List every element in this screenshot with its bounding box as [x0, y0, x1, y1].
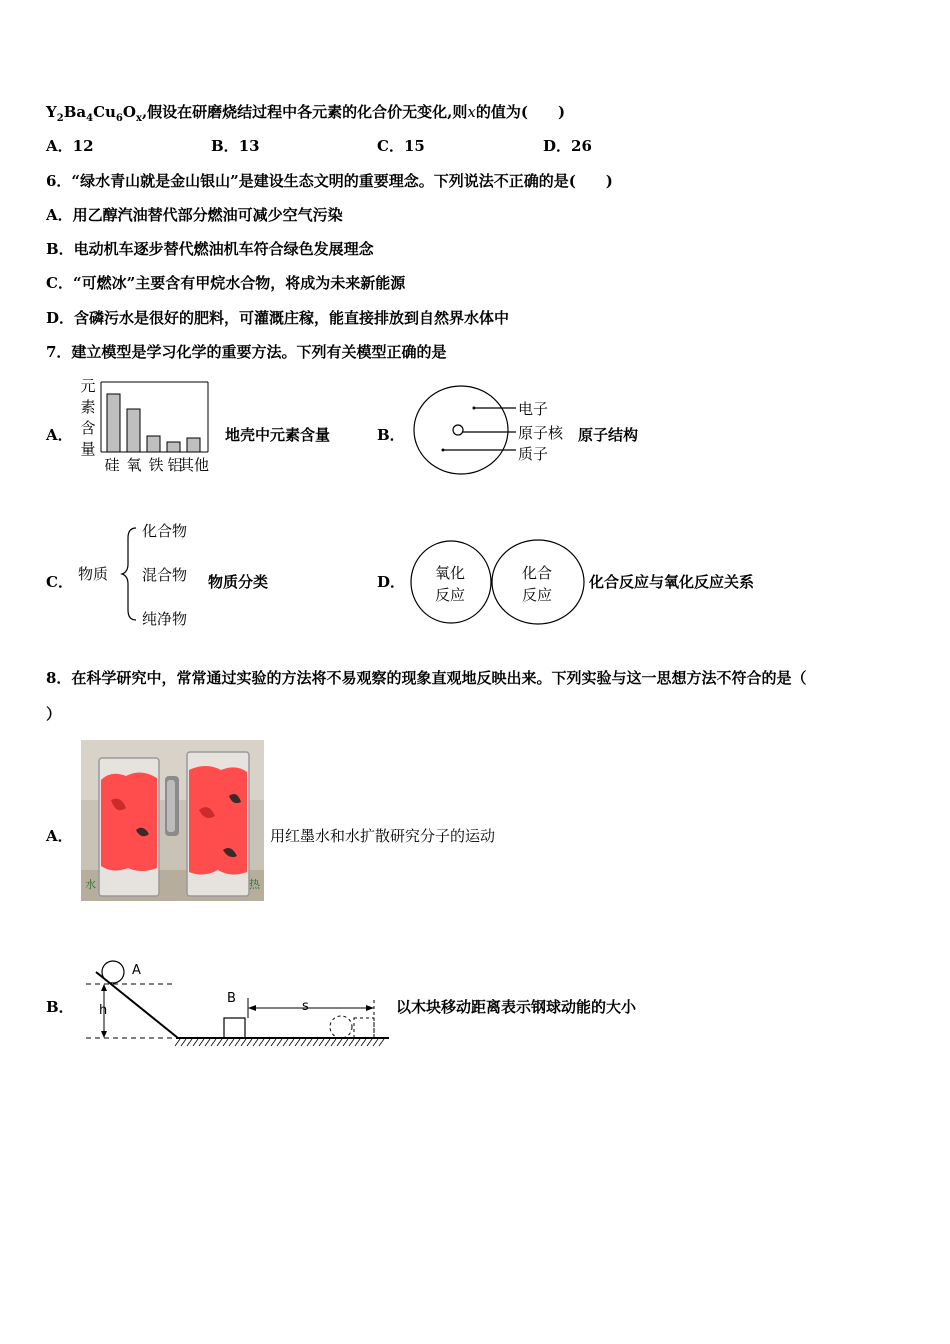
brace [122, 528, 136, 620]
q8-option-a-letter[interactable]: A． [46, 827, 73, 845]
q7-option-c-caption: 物质分类 [208, 573, 269, 591]
q7-option-d-caption: 化合反应与氧化反应关系 [589, 573, 755, 591]
ink-diffusion-photo [81, 740, 264, 901]
q7-option-c-letter[interactable]: C． [46, 573, 73, 591]
tick-label-2: 铁 [148, 456, 164, 474]
child-pure: 纯净物 [142, 610, 188, 628]
tick-label-4: 其他 [178, 456, 210, 474]
label-electron: 电子 [518, 400, 549, 418]
child-mixture: 混合物 [142, 566, 188, 584]
q5-option-a[interactable]: A．12 [46, 137, 94, 155]
tick-label-0: 硅 [104, 456, 120, 474]
bar-1 [127, 409, 140, 452]
q7-classification-diagram [74, 516, 210, 634]
bar-3 [167, 442, 180, 452]
photo-label-right: 热 [249, 878, 260, 891]
venn-left-label-bottom: 反应 [435, 586, 466, 604]
venn-left-label-top: 氧化 [435, 564, 466, 582]
child-compound: 化合物 [142, 522, 188, 540]
q8-option-a-caption: 用红墨水和水扩散研究分子的运动 [270, 827, 496, 845]
ball-ramp-diagram [84, 956, 394, 1054]
block-moved [354, 1018, 374, 1038]
label-b: B [227, 991, 236, 1006]
q5-option-c[interactable]: C．15 [377, 137, 425, 155]
bar-2 [147, 436, 160, 452]
label-a: A [132, 963, 141, 978]
q5-option-d[interactable]: D．26 [543, 137, 592, 155]
q5-option-b[interactable]: B．13 [211, 137, 260, 155]
q7-venn-diagram [408, 536, 588, 628]
label-proton: 质子 [518, 445, 549, 463]
q7-option-a-letter[interactable]: A． [46, 426, 73, 444]
ground-hatching [175, 1039, 384, 1046]
bar-4 [187, 438, 200, 452]
tick-label-3: 铝 [167, 456, 183, 474]
bar-0 [107, 394, 120, 452]
atom-nucleus [453, 425, 463, 435]
q6-option-c[interactable]: C．“可燃冰”主要含有甲烷水合物，将成为未来新能源 [46, 274, 406, 292]
q8-stem-line1: 8．在科学研究中，常常通过实验的方法将不易观察的现象直观地反映出来。下列实验与这一思想方法不符合的是（ [46, 669, 807, 687]
label-s: s [302, 999, 309, 1014]
chart-ylabel-char: 量 [80, 440, 96, 458]
q8-option-b-letter[interactable]: B． [46, 998, 74, 1016]
q8-stem-line2: ） [46, 705, 62, 723]
q7-option-d-letter[interactable]: D． [377, 573, 406, 591]
classification-root: 物质 [78, 565, 109, 583]
q7-option-a-caption: 地壳中元素含量 [225, 426, 331, 444]
q7-stem: 7．建立模型是学习化学的重要方法。下列有关模型正确的是 [46, 343, 447, 361]
venn-right-label-bottom: 反应 [522, 586, 553, 604]
q6-stem: 6．“绿水青山就是金山银山”是建设生态文明的重要理念。下列说法不正确的是( ) [46, 172, 613, 190]
q6-option-a[interactable]: A．用乙醇汽油替代部分燃油可减少空气污染 [46, 206, 343, 224]
q5-stem: $Y_2Ba_4Cu_6O_x$,假设在研磨烧结过程中各元素的化合价无变化,则x的值为( ) [46, 103, 566, 124]
atom-outer-circle [414, 386, 508, 474]
label-nucleus: 原子核 [518, 424, 564, 442]
block-b [224, 1018, 245, 1038]
venn-left-circle [411, 541, 491, 623]
venn-right-circle [492, 540, 584, 624]
photo-label-left: 水 [85, 878, 96, 891]
q7-option-b-letter[interactable]: B． [377, 426, 405, 444]
tick-label-1: 氧 [126, 456, 142, 474]
ball-a [102, 961, 124, 983]
q7-option-b-caption: 原子结构 [578, 426, 639, 444]
q8-option-b-caption: 以木块移动距离表示钢球动能的大小 [396, 998, 637, 1016]
q6-option-d[interactable]: D．含磷污水是很好的肥料，可灌溉庄稼，能直接排放到自然界水体中 [46, 309, 510, 327]
ball-moved [330, 1016, 352, 1038]
q7-bar-chart [74, 374, 224, 474]
q6-option-b[interactable]: B．电动机车逐步替代燃油机车符合绿色发展理念 [46, 240, 374, 258]
venn-right-label-top: 化合 [522, 564, 553, 582]
chart-ylabel-char: 素 [80, 398, 96, 416]
chart-ylabel-char: 含 [80, 419, 96, 437]
chart-ylabel-char: 元 [80, 377, 96, 395]
q7-atom-diagram [410, 384, 580, 476]
label-h: h [99, 1003, 108, 1018]
